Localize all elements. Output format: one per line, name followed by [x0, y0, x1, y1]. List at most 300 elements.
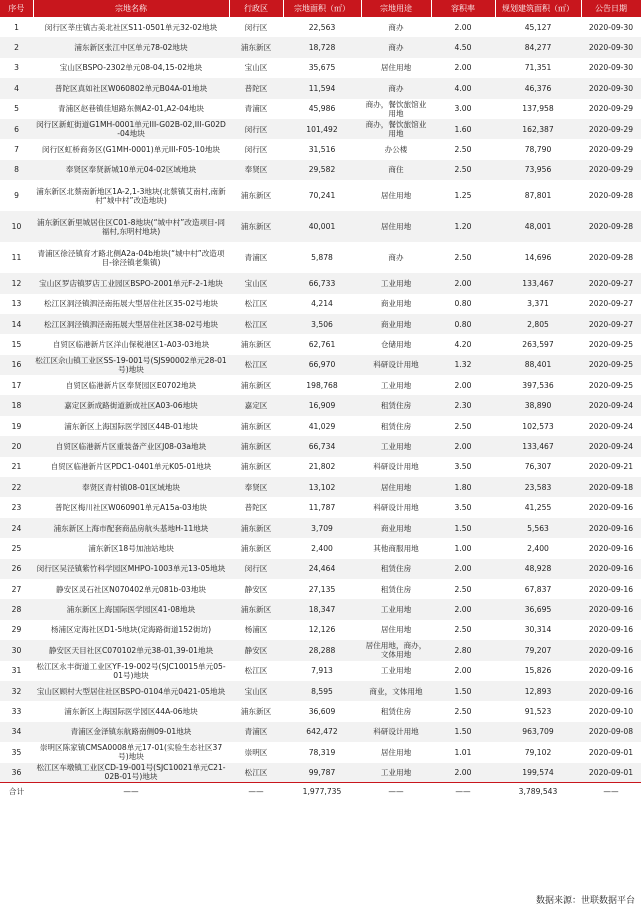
cell-land-use: 工业用地	[361, 436, 431, 456]
cell-planned-floor-area: 87,801	[495, 180, 581, 211]
cell-planned-floor-area: 79,102	[495, 742, 581, 762]
cell-plot-ratio: 2.00	[431, 375, 495, 395]
table-row	[0, 78, 641, 98]
cell-parcel-name: 普陀区真如社区W060802单元B04A-01地块	[33, 78, 229, 98]
cell-announce-date: 2020-09-16	[581, 518, 641, 538]
cell-index: 9	[0, 180, 33, 211]
cell-announce-date: 2020-09-29	[581, 160, 641, 180]
cell-district: 青浦区	[229, 722, 283, 742]
cell-index: 4	[0, 78, 33, 98]
cell-index: 31	[0, 661, 33, 681]
cell-planned-floor-area: 963,709	[495, 722, 581, 742]
cell-index: 17	[0, 375, 33, 395]
table-row	[0, 620, 641, 640]
cell-index: 28	[0, 599, 33, 619]
cell-parcel-area: 5,878	[283, 242, 361, 273]
table-row	[0, 58, 641, 78]
cell-announce-date: 2020-09-30	[581, 37, 641, 57]
cell-planned-floor-area: 199,574	[495, 763, 581, 783]
cell-parcel-name: 浦东新区北蔡南新地区1A-2,1-3地块(北蔡镇艾南村,南新村“城中村”改造地块)	[33, 180, 229, 211]
cell-land-use: 居住用地	[361, 180, 431, 211]
cell-land-use: 工业用地	[361, 273, 431, 293]
cell-district: 闵行区	[229, 119, 283, 139]
header-planned-floor-area: 规划建筑面积（㎡）	[495, 0, 581, 17]
cell-parcel-area: 11,594	[283, 78, 361, 98]
cell-parcel-area: 27,135	[283, 579, 361, 599]
cell-parcel-name: 奉贤区青村镇08-01区域地块	[33, 477, 229, 497]
cell-plot-ratio: 2.00	[431, 436, 495, 456]
cell-parcel-name: 静安区天目社区C070102单元38-01,39-01地块	[33, 640, 229, 660]
cell-planned-floor-area: 133,467	[495, 273, 581, 293]
cell-parcel-name: 松江区永丰街道工业区YF-19-002号(SJC10015单元05-01号)地块	[33, 661, 229, 681]
cell-announce-date: 2020-09-24	[581, 416, 641, 436]
cell-parcel-name: 青浦区金泽镇东航路南侧09-01地块	[33, 722, 229, 742]
cell-index: 7	[0, 139, 33, 159]
cell-parcel-area: 13,102	[283, 477, 361, 497]
cell-land-use: 科研设计用地	[361, 355, 431, 375]
cell-planned-floor-area: 88,401	[495, 355, 581, 375]
cell-index: 29	[0, 620, 33, 640]
cell-announce-date: 2020-09-25	[581, 334, 641, 354]
table-row	[0, 742, 641, 762]
cell-parcel-area: 12,126	[283, 620, 361, 640]
cell-district: 奉贤区	[229, 477, 283, 497]
cell-planned-floor-area: 12,893	[495, 681, 581, 701]
cell-district: 静安区	[229, 579, 283, 599]
cell-district: 嘉定区	[229, 395, 283, 415]
cell-land-use: 居住用地，商办，文体用地	[361, 640, 431, 660]
cell-district: 静安区	[229, 640, 283, 660]
cell-index: 23	[0, 497, 33, 517]
header-parcel-name: 宗地名称	[33, 0, 229, 17]
cell-parcel-area: 28,288	[283, 640, 361, 660]
cell-parcel-name: 普陀区梅川社区W060901单元A15a-03地块	[33, 497, 229, 517]
cell-announce-date: 2020-09-27	[581, 314, 641, 334]
cell-plot-ratio: 1.20	[431, 211, 495, 242]
cell-plot-ratio: 1.32	[431, 355, 495, 375]
cell-parcel-area: 642,472	[283, 722, 361, 742]
table-row	[0, 436, 641, 456]
cell-announce-date: 2020-09-29	[581, 119, 641, 139]
cell-plot-ratio: 0.80	[431, 314, 495, 334]
cell-index: 15	[0, 334, 33, 354]
cell-parcel-area: 16,909	[283, 395, 361, 415]
cell-parcel-name: 青浦区赵巷镇佳旭路东侧A2-01,A2-04地块	[33, 99, 229, 119]
cell-announce-date: 2020-09-28	[581, 242, 641, 273]
cell-parcel-name: 青浦区徐泾镇育才路北侧A2a-04b地块(“城中村”改造项目-徐泾镇老集镇)	[33, 242, 229, 273]
cell-index: 21	[0, 457, 33, 477]
cell-index: 14	[0, 314, 33, 334]
cell-parcel-area: 66,733	[283, 273, 361, 293]
cell-district: 闵行区	[229, 139, 283, 159]
cell-parcel-name: 闵行区虹桥商务区(G1MH-0001)单元III-F05-10地块	[33, 139, 229, 159]
cell-planned-floor-area: 73,956	[495, 160, 581, 180]
cell-index: 20	[0, 436, 33, 456]
cell-district: 浦东新区	[229, 436, 283, 456]
cell-announce-date: 2020-09-27	[581, 294, 641, 314]
cell-district: 普陀区	[229, 497, 283, 517]
table-row	[0, 579, 641, 599]
cell-plot-ratio: 2.00	[431, 58, 495, 78]
cell-district: 浦东新区	[229, 334, 283, 354]
cell-parcel-area: 36,609	[283, 701, 361, 721]
cell-planned-floor-area: 15,826	[495, 661, 581, 681]
cell-land-use: 商办	[361, 78, 431, 98]
cell-parcel-area: 101,492	[283, 119, 361, 139]
cell-land-use: 商业用地	[361, 518, 431, 538]
cell-announce-date: 2020-09-16	[581, 640, 641, 660]
cell-announce-date: 2020-09-01	[581, 763, 641, 783]
cell-plot-ratio: 3.00	[431, 99, 495, 119]
cell-announce-date: 2020-09-16	[581, 620, 641, 640]
cell-parcel-name: 嘉定区新成路街道新成社区A03-06地块	[33, 395, 229, 415]
cell-planned-floor-area: 38,890	[495, 395, 581, 415]
cell-parcel-name: 自贸区临港新片区奉贤园区E0702地块	[33, 375, 229, 395]
cell-land-use: 居住用地	[361, 477, 431, 497]
table-row	[0, 681, 641, 701]
cell-index: 5	[0, 99, 33, 119]
table-row	[0, 559, 641, 579]
cell-plot-ratio: 2.50	[431, 579, 495, 599]
cell-index: 34	[0, 722, 33, 742]
cell-parcel-area: 8,595	[283, 681, 361, 701]
cell-parcel-area: 3,709	[283, 518, 361, 538]
cell-plot-ratio: 1.50	[431, 518, 495, 538]
cell-plot-ratio: 2.00	[431, 599, 495, 619]
cell-announce-date: 2020-09-16	[581, 681, 641, 701]
cell-plot-ratio: 2.00	[431, 559, 495, 579]
cell-planned-floor-area: 3,371	[495, 294, 581, 314]
cell-district: 宝山区	[229, 273, 283, 293]
cell-plot-ratio: 4.00	[431, 78, 495, 98]
cell-planned-floor-area: 5,563	[495, 518, 581, 538]
cell-parcel-name: 静安区灵石社区N070402单元081b-03地块	[33, 579, 229, 599]
cell-land-use: 工业用地	[361, 599, 431, 619]
cell-district: 闵行区	[229, 559, 283, 579]
cell-announce-date: 2020-09-30	[581, 78, 641, 98]
cell-announce-date: 2020-09-16	[581, 559, 641, 579]
cell-planned-floor-area: 76,307	[495, 457, 581, 477]
cell-announce-date: 2020-09-25	[581, 355, 641, 375]
cell-planned-floor-area: 45,127	[495, 17, 581, 37]
cell-plot-ratio: 2.00	[431, 763, 495, 783]
cell-land-use: 其他商服用地	[361, 538, 431, 558]
cell-parcel-name: 松江区佘山镇工业区SS-19-001号(SJS90002单元28-01号)地块	[33, 355, 229, 375]
cell-land-use: 工业用地	[361, 763, 431, 783]
total-cell-plot-ratio: ——	[431, 783, 495, 800]
cell-planned-floor-area: 137,958	[495, 99, 581, 119]
cell-parcel-area: 24,464	[283, 559, 361, 579]
table-row	[0, 119, 641, 139]
cell-land-use: 科研设计用地	[361, 722, 431, 742]
cell-announce-date: 2020-09-08	[581, 722, 641, 742]
cell-parcel-area: 78,319	[283, 742, 361, 762]
cell-land-use: 商业用地	[361, 294, 431, 314]
table-row	[0, 375, 641, 395]
table-row	[0, 701, 641, 721]
cell-plot-ratio: 1.50	[431, 722, 495, 742]
cell-announce-date: 2020-09-16	[581, 497, 641, 517]
cell-parcel-name: 松江区车墩镇工业区CD-19-001号(SJC10021单元C21-02B-01号)地块	[33, 763, 229, 783]
cell-planned-floor-area: 102,573	[495, 416, 581, 436]
cell-land-use: 商住	[361, 160, 431, 180]
cell-land-use: 办公楼	[361, 139, 431, 159]
cell-plot-ratio: 3.50	[431, 457, 495, 477]
cell-parcel-name: 闵行区莘庄镇古美北社区S11-0501单元32-02地块	[33, 17, 229, 37]
cell-announce-date: 2020-09-21	[581, 457, 641, 477]
cell-parcel-name: 崇明区陈家镇CMSA0008单元17-01(实验生态社区37号)地块	[33, 742, 229, 762]
cell-planned-floor-area: 91,523	[495, 701, 581, 721]
cell-planned-floor-area: 2,805	[495, 314, 581, 334]
cell-plot-ratio: 1.01	[431, 742, 495, 762]
cell-index: 18	[0, 395, 33, 415]
cell-planned-floor-area: 14,696	[495, 242, 581, 273]
cell-plot-ratio: 2.00	[431, 17, 495, 37]
table-body	[0, 17, 641, 800]
cell-parcel-area: 2,400	[283, 538, 361, 558]
total-cell-parcel-area: 1,977,735	[283, 783, 361, 800]
cell-land-use: 仓储用地	[361, 334, 431, 354]
cell-land-use: 商办，餐饮旅馆业用地	[361, 119, 431, 139]
cell-parcel-area: 66,970	[283, 355, 361, 375]
cell-announce-date: 2020-09-28	[581, 180, 641, 211]
total-cell-announce-date: ——	[581, 783, 641, 800]
cell-planned-floor-area: 162,387	[495, 119, 581, 139]
cell-index: 22	[0, 477, 33, 497]
cell-index: 13	[0, 294, 33, 314]
cell-parcel-name: 宝山区BSPO-2302单元08-04,15-02地块	[33, 58, 229, 78]
total-cell-index: 合计	[0, 783, 33, 800]
header-district: 行政区	[229, 0, 283, 17]
cell-plot-ratio: 1.80	[431, 477, 495, 497]
cell-parcel-name: 浦东新区上海市配套商品房航头基地H-11地块	[33, 518, 229, 538]
table-row	[0, 395, 641, 415]
cell-index: 32	[0, 681, 33, 701]
cell-announce-date: 2020-09-18	[581, 477, 641, 497]
cell-parcel-area: 18,347	[283, 599, 361, 619]
table-row	[0, 211, 641, 242]
cell-land-use: 商业用地	[361, 314, 431, 334]
cell-planned-floor-area: 48,928	[495, 559, 581, 579]
table-row	[0, 314, 641, 334]
cell-land-use: 租赁住房	[361, 701, 431, 721]
cell-parcel-name: 浦东新区张江中区单元78-02地块	[33, 37, 229, 57]
cell-plot-ratio: 2.50	[431, 160, 495, 180]
cell-district: 松江区	[229, 763, 283, 783]
cell-district: 浦东新区	[229, 599, 283, 619]
table-row	[0, 763, 641, 783]
cell-land-use: 租赁住房	[361, 579, 431, 599]
cell-announce-date: 2020-09-29	[581, 99, 641, 119]
cell-district: 青浦区	[229, 242, 283, 273]
cell-plot-ratio: 2.50	[431, 139, 495, 159]
cell-announce-date: 2020-09-28	[581, 211, 641, 242]
cell-plot-ratio: 1.25	[431, 180, 495, 211]
cell-index: 16	[0, 355, 33, 375]
cell-district: 松江区	[229, 355, 283, 375]
total-cell-planned-floor-area: 3,789,543	[495, 783, 581, 800]
cell-parcel-name: 宝山区罗店镇罗店工业园区BSPO-2001单元F-2-1地块	[33, 273, 229, 293]
total-cell-district: ——	[229, 783, 283, 800]
cell-index: 2	[0, 37, 33, 57]
cell-parcel-name: 自贸区临港新片区重装备产业区J08-03a地块	[33, 436, 229, 456]
table-row	[0, 37, 641, 57]
cell-planned-floor-area: 48,001	[495, 211, 581, 242]
table-row	[0, 273, 641, 293]
cell-district: 宝山区	[229, 681, 283, 701]
table-row	[0, 17, 641, 37]
cell-parcel-name: 杨浦区定海社区D1-5地块(定海路街道152街坊)	[33, 620, 229, 640]
cell-index: 3	[0, 58, 33, 78]
cell-land-use: 科研设计用地	[361, 497, 431, 517]
cell-plot-ratio: 2.50	[431, 242, 495, 273]
cell-parcel-name: 自贸区临港新片区PDC1-0401单元K05-01地块	[33, 457, 229, 477]
cell-plot-ratio: 1.60	[431, 119, 495, 139]
cell-announce-date: 2020-09-30	[581, 17, 641, 37]
cell-plot-ratio: 1.00	[431, 538, 495, 558]
table-total-row	[0, 783, 641, 800]
cell-index: 27	[0, 579, 33, 599]
cell-parcel-area: 21,802	[283, 457, 361, 477]
cell-index: 12	[0, 273, 33, 293]
cell-land-use: 商办	[361, 242, 431, 273]
cell-land-use: 居住用地	[361, 211, 431, 242]
cell-plot-ratio: 2.00	[431, 661, 495, 681]
cell-announce-date: 2020-09-25	[581, 375, 641, 395]
cell-parcel-area: 198,768	[283, 375, 361, 395]
cell-planned-floor-area: 133,467	[495, 436, 581, 456]
cell-land-use: 租赁住房	[361, 559, 431, 579]
cell-district: 闵行区	[229, 17, 283, 37]
cell-planned-floor-area: 263,597	[495, 334, 581, 354]
cell-parcel-area: 35,675	[283, 58, 361, 78]
table-row	[0, 160, 641, 180]
cell-district: 浦东新区	[229, 416, 283, 436]
cell-parcel-area: 40,001	[283, 211, 361, 242]
cell-index: 24	[0, 518, 33, 538]
cell-parcel-area: 18,728	[283, 37, 361, 57]
cell-district: 普陀区	[229, 78, 283, 98]
table-row	[0, 294, 641, 314]
cell-land-use: 商办	[361, 17, 431, 37]
cell-district: 奉贤区	[229, 160, 283, 180]
table-row	[0, 334, 641, 354]
table-row	[0, 180, 641, 211]
cell-parcel-name: 闵行区吴泾镇紫竹科学园区MHPO-1003单元13-05地块	[33, 559, 229, 579]
table-row	[0, 355, 641, 375]
total-cell-parcel-name: ——	[33, 783, 229, 800]
cell-land-use: 居住用地	[361, 58, 431, 78]
cell-planned-floor-area: 78,790	[495, 139, 581, 159]
cell-parcel-name: 松江区洞泾镇泗泾南拓展大型居住社区38-02号地块	[33, 314, 229, 334]
cell-land-use: 商办，餐饮旅馆业用地	[361, 99, 431, 119]
cell-district: 宝山区	[229, 58, 283, 78]
cell-parcel-name: 浦东新区上海国际医学园区44A-06地块	[33, 701, 229, 721]
cell-district: 崇明区	[229, 742, 283, 762]
cell-parcel-area: 45,986	[283, 99, 361, 119]
cell-parcel-name: 奉贤区奉贤新城10单元04-02区域地块	[33, 160, 229, 180]
cell-index: 26	[0, 559, 33, 579]
table-row	[0, 518, 641, 538]
cell-district: 青浦区	[229, 99, 283, 119]
cell-index: 35	[0, 742, 33, 762]
cell-parcel-area: 31,516	[283, 139, 361, 159]
cell-announce-date: 2020-09-01	[581, 742, 641, 762]
table-row	[0, 416, 641, 436]
cell-index: 6	[0, 119, 33, 139]
cell-plot-ratio: 2.30	[431, 395, 495, 415]
cell-index: 25	[0, 538, 33, 558]
cell-announce-date: 2020-09-24	[581, 395, 641, 415]
cell-announce-date: 2020-09-30	[581, 58, 641, 78]
table-row	[0, 477, 641, 497]
table-row	[0, 497, 641, 517]
table-row	[0, 99, 641, 119]
cell-parcel-name: 松江区洞泾镇泗泾南拓展大型居住社区35-02号地块	[33, 294, 229, 314]
data-source-note: 数据来源：世联数据平台	[535, 896, 635, 906]
cell-plot-ratio: 0.80	[431, 294, 495, 314]
cell-district: 松江区	[229, 294, 283, 314]
header-announce-date: 公告日期	[581, 0, 641, 17]
cell-planned-floor-area: 23,583	[495, 477, 581, 497]
cell-plot-ratio: 2.50	[431, 416, 495, 436]
cell-index: 1	[0, 17, 33, 37]
cell-land-use: 居住用地	[361, 742, 431, 762]
header-plot-ratio: 容积率	[431, 0, 495, 17]
cell-parcel-area: 11,787	[283, 497, 361, 517]
header-index: 序号	[0, 0, 33, 17]
cell-index: 36	[0, 763, 33, 783]
cell-land-use: 商业，文体用地	[361, 681, 431, 701]
table-row	[0, 457, 641, 477]
cell-planned-floor-area: 67,837	[495, 579, 581, 599]
table-row	[0, 640, 641, 660]
cell-parcel-area: 70,241	[283, 180, 361, 211]
cell-parcel-name: 闵行区新虹街道G1MH-0001单元III-G02B-02,III-G02D-04地块	[33, 119, 229, 139]
cell-plot-ratio: 1.50	[431, 681, 495, 701]
cell-planned-floor-area: 71,351	[495, 58, 581, 78]
cell-district: 浦东新区	[229, 701, 283, 721]
table-row	[0, 661, 641, 681]
cell-district: 松江区	[229, 661, 283, 681]
cell-plot-ratio: 4.20	[431, 334, 495, 354]
table-row	[0, 242, 641, 273]
cell-district: 浦东新区	[229, 518, 283, 538]
cell-district: 杨浦区	[229, 620, 283, 640]
cell-announce-date: 2020-09-16	[581, 661, 641, 681]
cell-parcel-area: 66,734	[283, 436, 361, 456]
header-parcel-area: 宗地面积（㎡）	[283, 0, 361, 17]
cell-announce-date: 2020-09-16	[581, 599, 641, 619]
cell-parcel-area: 29,582	[283, 160, 361, 180]
cell-district: 浦东新区	[229, 538, 283, 558]
cell-land-use: 工业用地	[361, 661, 431, 681]
table-row	[0, 599, 641, 619]
table-header-row	[0, 0, 641, 17]
cell-planned-floor-area: 46,376	[495, 78, 581, 98]
cell-district: 浦东新区	[229, 375, 283, 395]
cell-planned-floor-area: 41,255	[495, 497, 581, 517]
cell-land-use: 租赁住房	[361, 416, 431, 436]
cell-planned-floor-area: 84,277	[495, 37, 581, 57]
cell-district: 浦东新区	[229, 180, 283, 211]
cell-parcel-area: 41,029	[283, 416, 361, 436]
cell-plot-ratio: 2.00	[431, 273, 495, 293]
cell-land-use: 科研设计用地	[361, 457, 431, 477]
cell-parcel-name: 浦东新区新里城居住区C01-8地块(“城中村”改造项目-同福村,东明村地块)	[33, 211, 229, 242]
cell-parcel-name: 浦东新区上海国际医学园区44B-01地块	[33, 416, 229, 436]
cell-parcel-name: 浦东新区18号加油站地块	[33, 538, 229, 558]
